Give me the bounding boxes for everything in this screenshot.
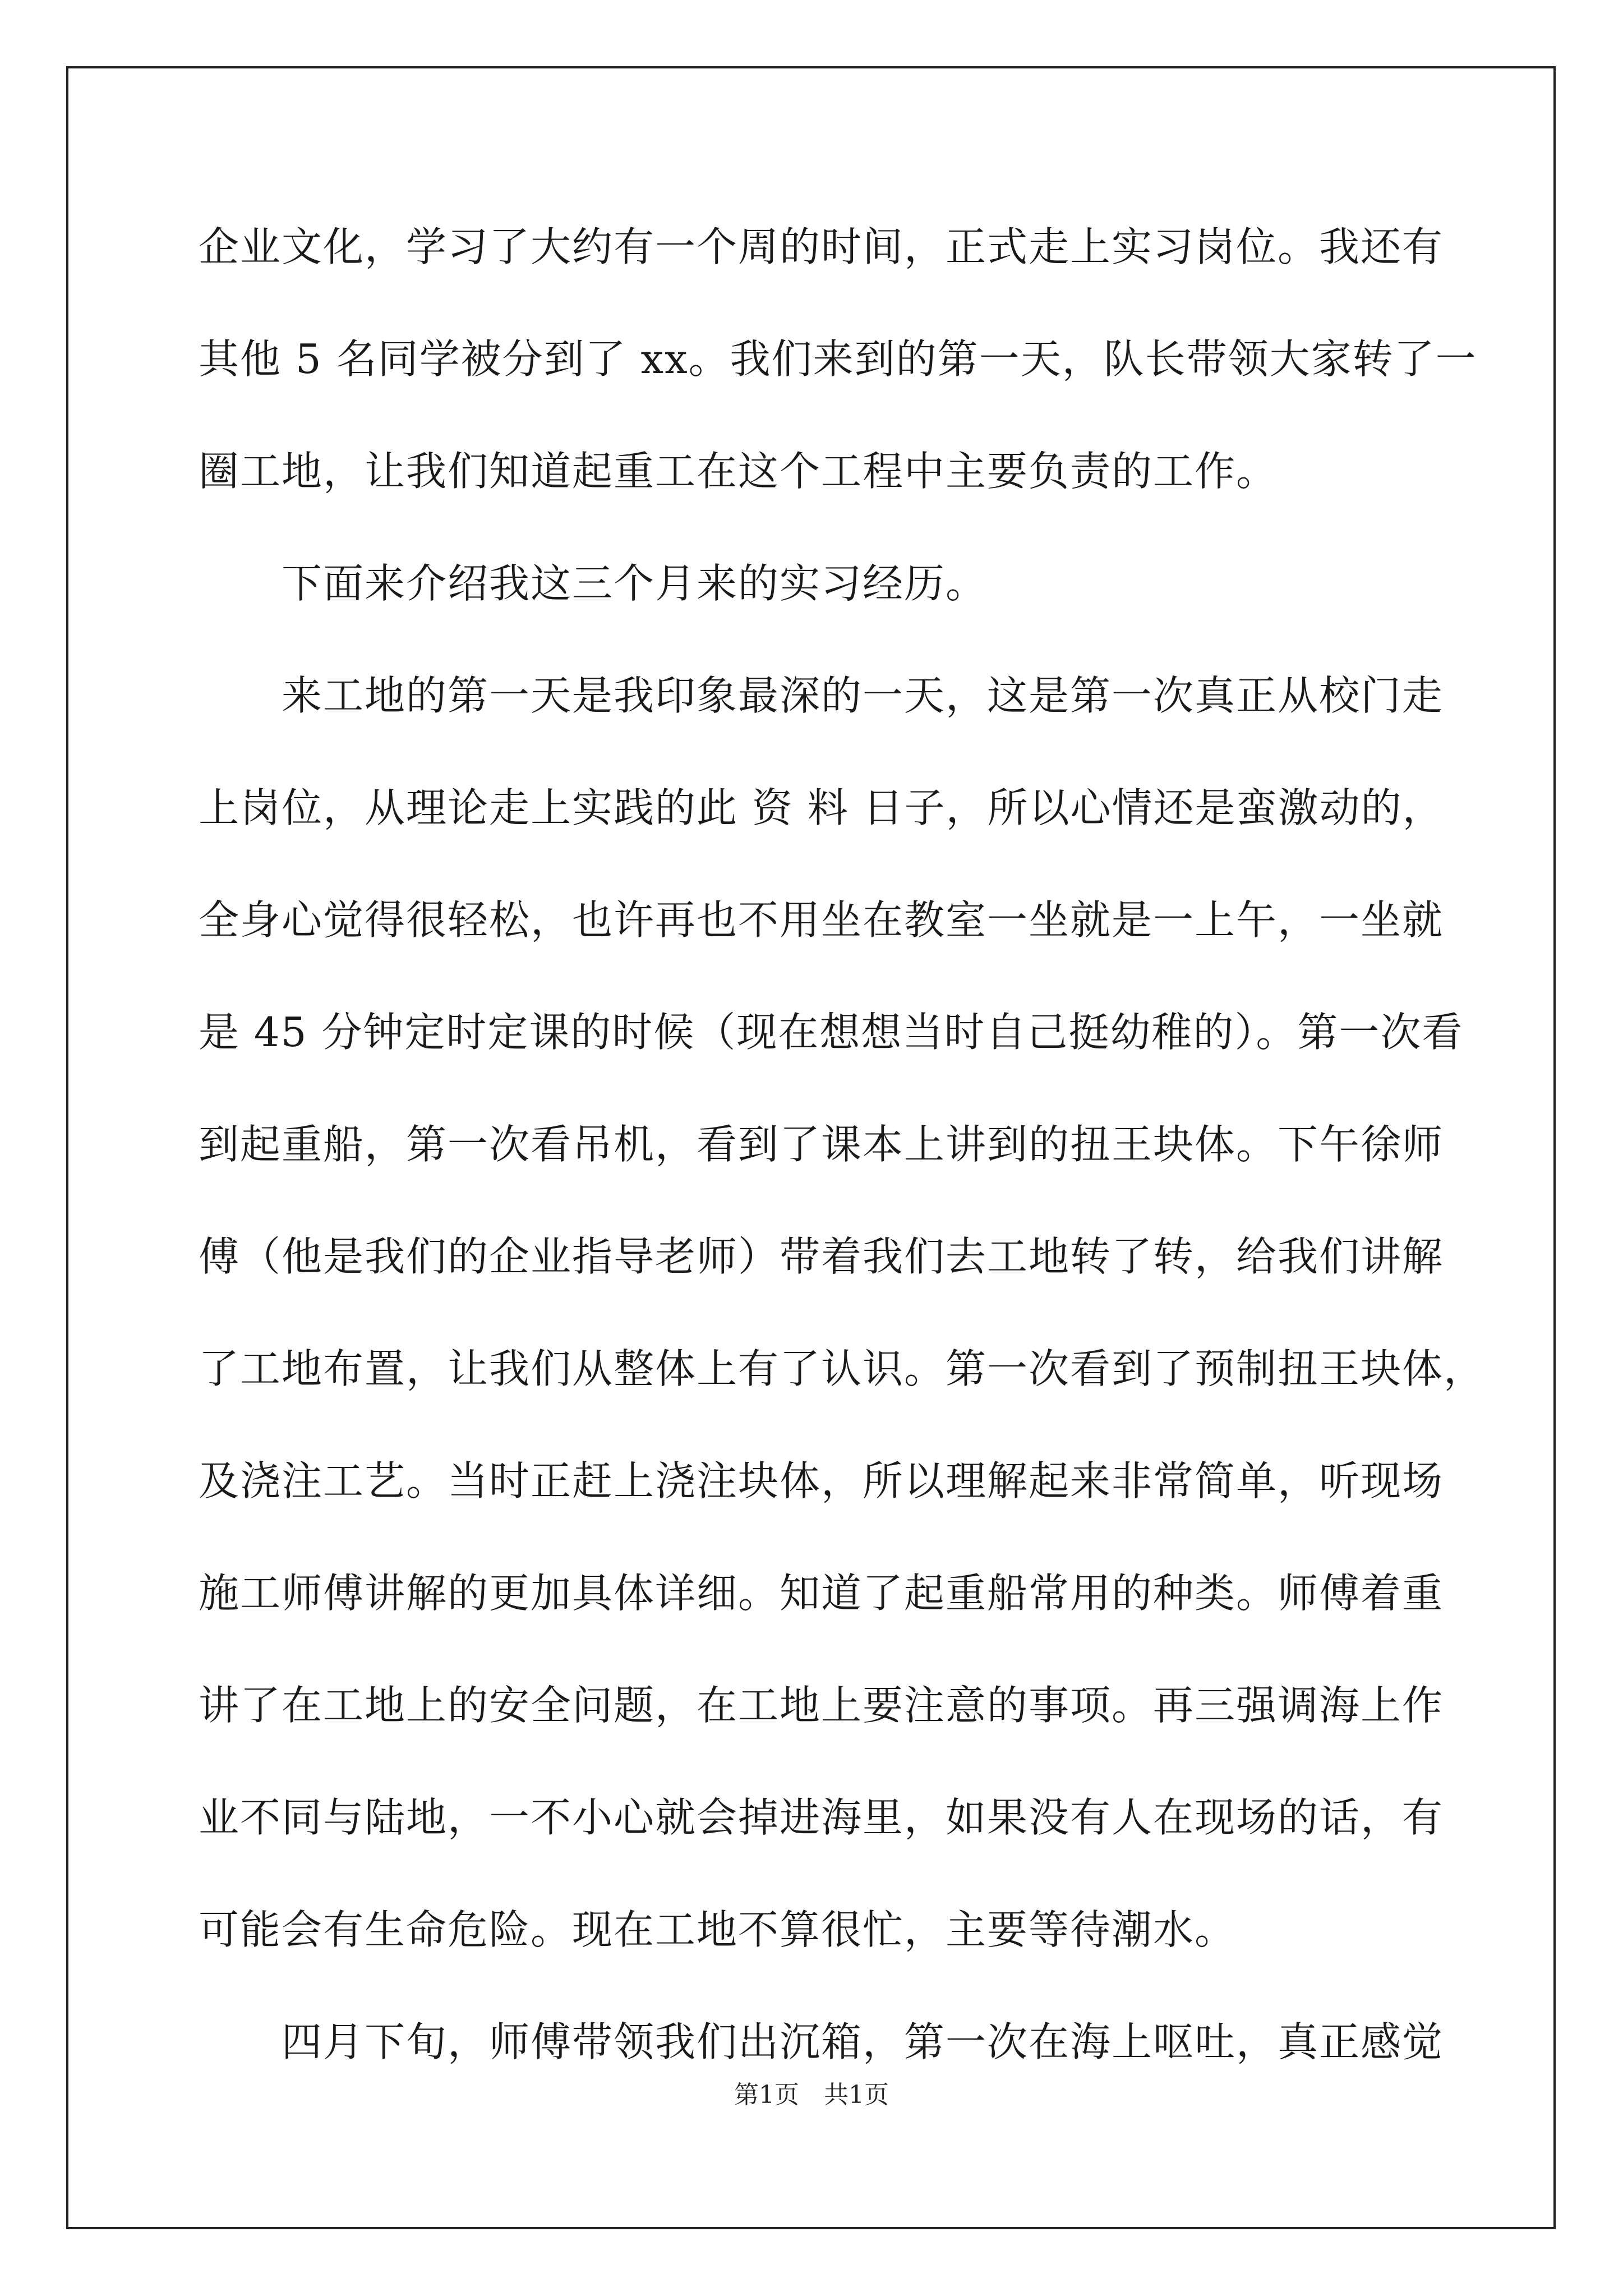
text-line: 可能会有生命危险。现在工地不算很忙，主要等待潮水。 [199, 1906, 1237, 1953]
text-line: 企业文化，学习了大约有一个周的时间，正式走上实习岗位。我还有 [199, 223, 1444, 270]
text-line: 施工师傅讲解的更加具体详细。知道了起重船常用的种类。师傅着重 [199, 1570, 1444, 1617]
text-line: 是 45 分钟定时定课的时候（现在想想当时自己挺幼稚的）。第一次看 [199, 1009, 1464, 1056]
text-line: 到起重船，第一次看吊机，看到了课本上讲到的扭王块体。下午徐师 [199, 1121, 1444, 1168]
text-line: 四月下旬，师傅带领我们出沉箱，第一次在海上呕吐，真正感觉 [199, 2018, 1444, 2065]
text-line: 来工地的第一天是我印象最深的一天，这是第一次真正从校门走 [199, 672, 1444, 719]
text-line: 全身心觉得很轻松，也许再也不用坐在教室一坐就是一上午，一坐就 [199, 896, 1444, 944]
text-line: 其他 5 名同学被分到了 xx。我们来到的第一天，队长带领大家转了一 [199, 335, 1477, 383]
text-line: 及浇注工艺。当时正赶上浇注块体，所以理解起来非常简单，听现场 [199, 1457, 1444, 1504]
text-line: 上岗位，从理论走上实践的此 资 料 日子，所以心情还是蛮激动的， [199, 784, 1444, 831]
text-line: 下面来介绍我这三个月来的实习经历。 [199, 560, 988, 607]
page-footer: 第1页 共1页 [734, 2081, 889, 2109]
text-line: 了工地布置，让我们从整体上有了认识。第一次看到了预制扭王块体， [199, 1345, 1486, 1392]
text-line: 讲了在工地上的安全问题，在工地上要注意的事项。再三强调海上作 [199, 1682, 1444, 1729]
text-line: 业不同与陆地，一不小心就会掉进海里，如果没有人在现场的话，有 [199, 1794, 1444, 1841]
text-line: 傅（他是我们的企业指导老师）带着我们去工地转了转，给我们讲解 [199, 1233, 1444, 1280]
text-line: 圈工地，让我们知道起重工在这个工程中主要负责的工作。 [199, 448, 1278, 495]
